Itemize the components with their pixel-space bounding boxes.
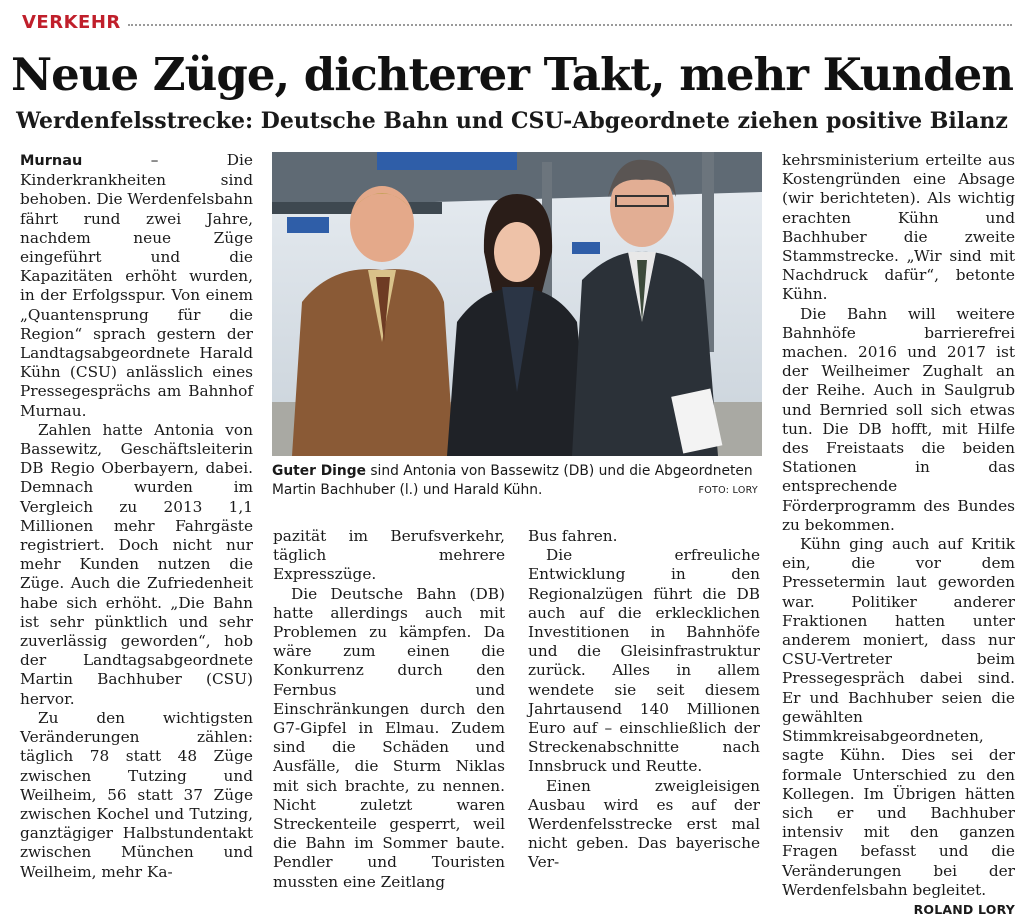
paragraph: pazität im Berufsverkehr, täglich mehrere Expresszüge. xyxy=(273,527,505,584)
paragraph xyxy=(782,535,1015,917)
section-divider xyxy=(128,24,1012,26)
photo-caption xyxy=(272,462,764,500)
article-column-3 xyxy=(528,527,760,873)
paragraph: Die Bahn will weitere Bahnhöfe barrierefrei machen. 2016 und 2017 ist der Weilheimer Zughalt an der Reihe. Auch in Saulgrub und Bernried soll sich etwas tun. Die DB hofft, mit Hilfe des Freistaats die beiden Stationen in das entsprechende Förderprogramm des Bundes zu bekommen. xyxy=(782,304,1015,534)
paragraph: Die Deutsche Bahn (DB) hatte allerdings auch mit Problemen zu kämpfen. Da wäre zum einen die Konkurrenz durch den Fernbus und Einschränkungen durch den G7-Gipfel in Elmau. Zudem sind die Schäden und Ausfälle, die Sturm Niklas mit sich brachte, zu nennen. Nicht zuletzt waren Streckenteile gesperrt, weil die Bahn im Sommer baute. Pendler und Touristen mussten eine Zeitlang xyxy=(273,584,505,891)
dateline: Murnau xyxy=(20,153,83,169)
paragraph: Einen zweigleisigen Ausbau wird es auf der Werdenfelsstrecke erst mal nicht geben. Das bayerische Ver- xyxy=(528,776,760,872)
paragraph-text: Kühn ging auch auf Kritik ein, die vor dem Pressetermin laut geworden war. Politiker anderer Fraktionen hatten unter anderem moniert, dass nur CSU-Vertreter beim Pressegespräch dabei sind. Er und Bachhuber seien die gewählten Stimmkreisabgeordneten, sagte Kühn. Dies sei der formale Unterschied zu den Kollegen. Im Übrigen hätten sich er und Bachhuber intensiv mit den ganzen Fragen befasst und die Veränderungen bei der Werdenfelsbahn begleitet. xyxy=(782,535,1015,899)
article-column-4 xyxy=(782,151,1015,919)
paragraph: Zahlen hatte Antonia von Bassewitz, Geschäftsleiterin DB Regio Oberbayern, dabei. Demnach wurden im Vergleich zu 2013 1,1 Millionen mehr Fahrgäste registriert. Doch nicht nur mehr Kunden nutzen die Züge. Auch die Zufriedenheit habe sich erhöht. „Die Bahn ist sehr pünktlich und sehr zuverlässig geworden“, hob der Landtagsabgeordnete Martin Bachhuber (CSU) hervor. xyxy=(20,420,253,708)
subheadline: Werdenfelsstrecke: Deutsche Bahn und CSU-Abgeordnete ziehen positive Bilanz xyxy=(16,108,1008,134)
paragraph xyxy=(20,151,253,421)
paragraph: kehrsministerium erteilte aus Kostengründen eine Absage (wir berichteten). Als wichtig erachten Kühn und Bachhuber die zweite Stammstrecke. „Wir sind mit Nachdruck dafür“, betonte Kühn. xyxy=(782,151,1015,304)
caption-text: sind Antonia von Bassewitz (DB) und die Abgeordneten Martin Bachhuber (l.) und Harald Kühn. xyxy=(272,463,753,498)
article-column-2 xyxy=(273,527,505,892)
photo-illustration xyxy=(272,152,762,456)
photo-credit: FOTO: LORY xyxy=(698,485,758,496)
paragraph: Bus fahren. xyxy=(528,527,618,545)
paragraph-text: – Die Kinderkrankheiten sind behoben. Die Werdenfelsbahn fährt rund zwei Jahre, nachdem neue Züge eingeführt und die Kapazitäten erhöht wurden, in der Erfolgsspur. Von einem „Quantensprung für die Region“ sprach gestern der Landtagsabgeordnete Harald Kühn (CSU) anlässlich eines Pressegesprächs am Bahnhof Murnau. xyxy=(20,151,254,420)
paragraph: Die erfreuliche Entwicklung in den Regionalzügen führt die DB auch auf die erklecklichen Investitionen in Bahnhöfe und die Gleisinfrastruktur zurück. Alles in allem wendete sie seit diesem Jahrtausend 140 Millionen Euro auf – einschließlich der Streckenabschnitte nach Innsbruck und Reutte. xyxy=(528,546,760,776)
paragraph: Zu den wichtigsten Veränderungen zählen: täglich 78 statt 48 Züge zwischen Tutzing und Weilheim, 56 statt 37 Züge zwischen Kochel und Tutzing, ganztägiger Halbstundentakt zwischen München und Weilheim, mehr Ka- xyxy=(20,708,253,881)
headline: Neue Züge, dichterer Takt, mehr Kunden xyxy=(11,48,1013,101)
section-label: VERKEHR xyxy=(22,12,121,33)
byline: ROLAND LORY xyxy=(913,901,1015,917)
article-column-1 xyxy=(20,151,253,882)
news-photo xyxy=(272,152,762,456)
caption-lead: Guter Dinge xyxy=(272,463,366,479)
